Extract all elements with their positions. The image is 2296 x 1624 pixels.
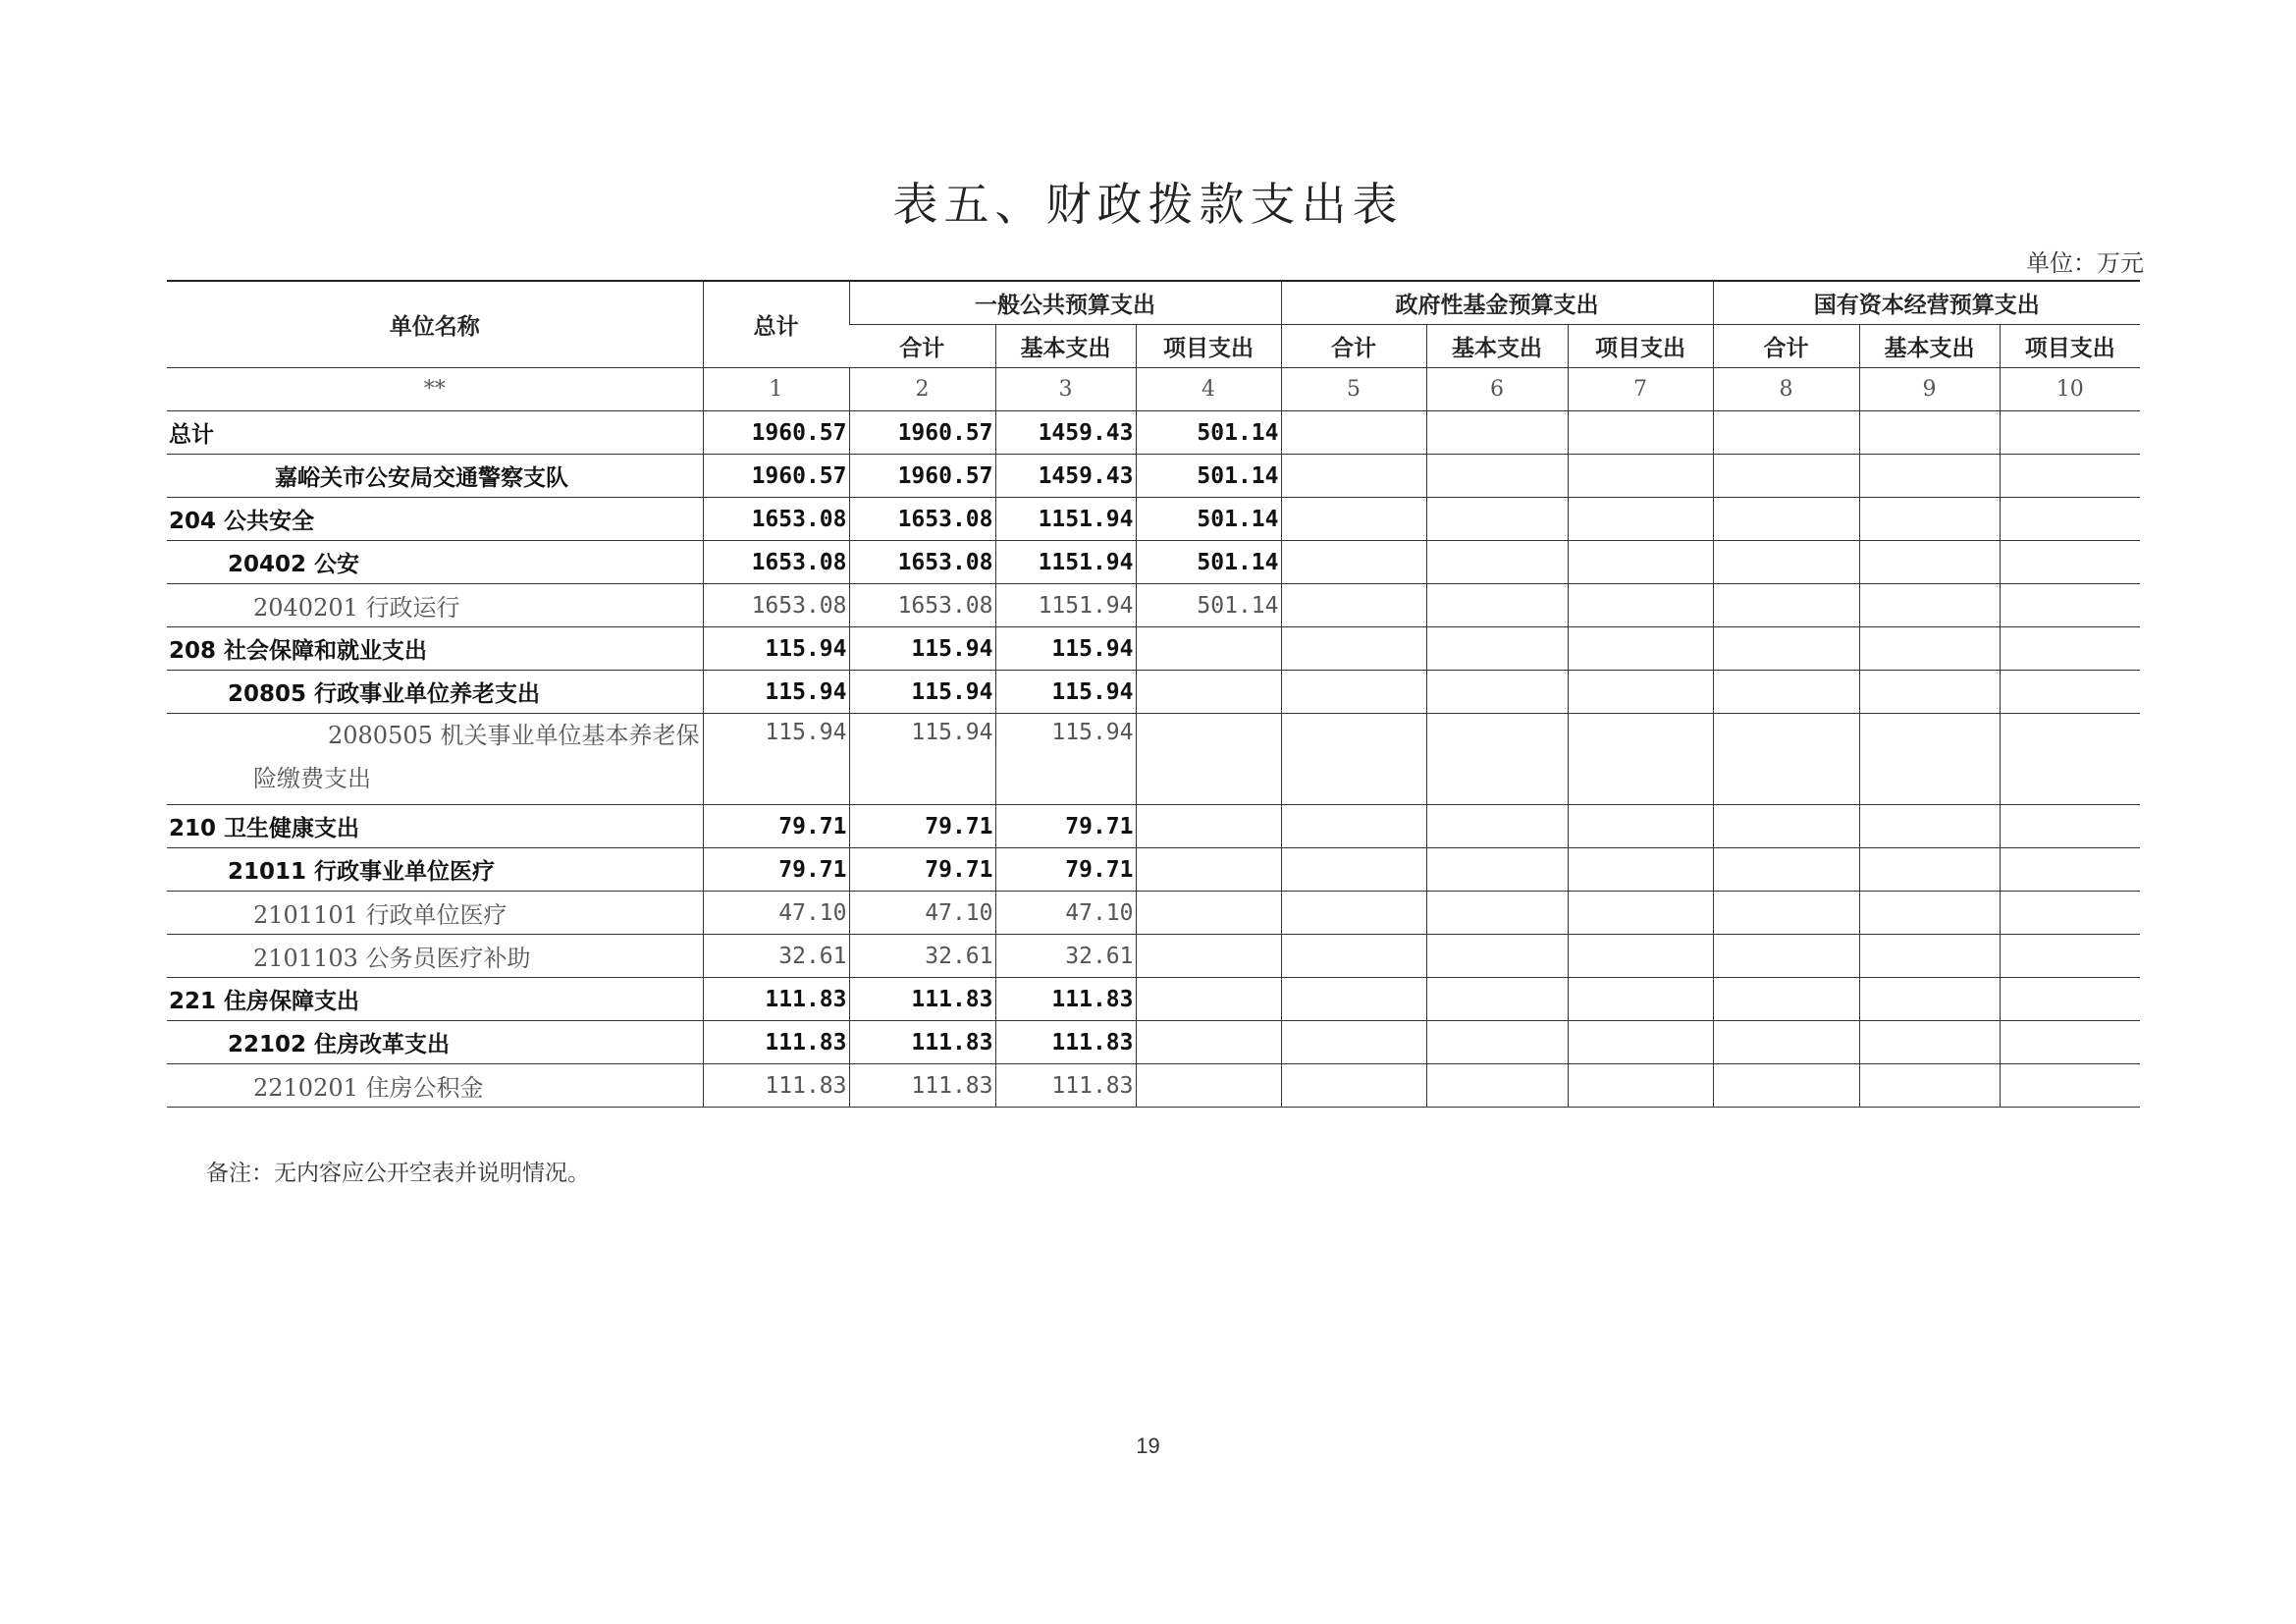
cell-sum: 115.94 [849,627,995,671]
empty-cell [2000,978,2140,1021]
empty-cell [1713,848,1859,892]
empty-cell [1713,805,1859,848]
empty-cell [2000,714,2140,805]
row-name: 2040201 行政运行 [167,584,703,627]
empty-cell [1859,935,2000,978]
empty-cell [1568,714,1713,805]
cell-total: 111.83 [703,1064,849,1108]
row-name: 2101103 公务员医疗补助 [167,935,703,978]
empty-cell [1859,541,2000,584]
empty-cell [1859,671,2000,714]
header-state-capital: 国有资本经营预算支出 [1713,281,2140,325]
cell-total: 1653.08 [703,584,849,627]
empty-cell [1713,671,1859,714]
row-name: 2080505 机关事业单位基本养老保险缴费支出 [167,714,703,805]
row-name: 204 公共安全 [167,498,703,541]
empty-cell [1859,978,2000,1021]
empty-cell [1568,1021,1713,1064]
empty-cell [1426,978,1568,1021]
cell-total: 79.71 [703,805,849,848]
empty-cell [1859,1064,2000,1108]
cell-sum: 79.71 [849,848,995,892]
empty-cell [1426,455,1568,498]
cell-basic: 1151.94 [995,584,1136,627]
cell-basic: 79.71 [995,805,1136,848]
cell-total: 115.94 [703,714,849,805]
empty-cell [1859,411,2000,455]
header-basic: 基本支出 [1426,325,1568,368]
index-row [167,368,2140,411]
empty-cell [1568,1064,1713,1108]
empty-cell [2000,411,2140,455]
empty-cell [1713,892,1859,935]
empty-cell [1426,411,1568,455]
table-row [167,541,2140,584]
cell-total: 79.71 [703,848,849,892]
empty-cell [2000,848,2140,892]
cell-total: 1653.08 [703,498,849,541]
empty-cell [1426,805,1568,848]
cell-sum: 1653.08 [849,498,995,541]
empty-cell [1281,627,1426,671]
row-name: 210 卫生健康支出 [167,805,703,848]
cell-project [1136,935,1281,978]
empty-cell [1426,892,1568,935]
cell-project [1136,627,1281,671]
empty-cell [1426,498,1568,541]
row-name: 2210201 住房公积金 [167,1064,703,1108]
table-row [167,848,2140,892]
empty-cell [1568,935,1713,978]
empty-cell [1713,627,1859,671]
empty-cell [2000,935,2140,978]
header-government-fund: 政府性基金预算支出 [1281,281,1713,325]
empty-cell [1281,411,1426,455]
unit-label: 单位：万元 [2026,249,2144,277]
empty-cell [1281,584,1426,627]
empty-cell [1281,978,1426,1021]
empty-cell [1426,1064,1568,1108]
empty-cell [1281,935,1426,978]
cell-sum: 32.61 [849,935,995,978]
empty-cell [2000,1021,2140,1064]
row-name: 208 社会保障和就业支出 [167,627,703,671]
empty-cell [1281,671,1426,714]
cell-project [1136,978,1281,1021]
empty-cell [1281,541,1426,584]
cell-basic: 47.10 [995,892,1136,935]
empty-cell [1568,498,1713,541]
empty-cell [1859,892,2000,935]
cell-basic: 111.83 [995,978,1136,1021]
empty-cell [1426,627,1568,671]
empty-cell [2000,541,2140,584]
empty-cell [1713,541,1859,584]
header-basic: 基本支出 [1859,325,2000,368]
row-name: 2101101 行政单位医疗 [167,892,703,935]
cell-total: 1960.57 [703,455,849,498]
empty-cell [1713,1064,1859,1108]
cell-total: 115.94 [703,627,849,671]
cell-project [1136,1064,1281,1108]
index-cell: 10 [2000,368,2140,411]
cell-sum: 111.83 [849,1021,995,1064]
row-name: 22102 住房改革支出 [167,1021,703,1064]
cell-sum: 1653.08 [849,584,995,627]
cell-project: 501.14 [1136,455,1281,498]
cell-total: 47.10 [703,892,849,935]
table-row [167,584,2140,627]
cell-sum: 1960.57 [849,455,995,498]
index-cell: 2 [849,368,995,411]
cell-project [1136,1021,1281,1064]
empty-cell [2000,584,2140,627]
row-name: 20402 公安 [167,541,703,584]
empty-cell [1568,411,1713,455]
table-row [167,714,2140,805]
cell-project: 501.14 [1136,584,1281,627]
header-project: 项目支出 [1136,325,1281,368]
index-cell: 6 [1426,368,1568,411]
header-project: 项目支出 [2000,325,2140,368]
cell-total: 111.83 [703,978,849,1021]
empty-cell [1713,714,1859,805]
cell-basic: 115.94 [995,714,1136,805]
empty-cell [1713,978,1859,1021]
header-project: 项目支出 [1568,325,1713,368]
cell-sum: 1960.57 [849,411,995,455]
index-cell: 7 [1568,368,1713,411]
cell-total: 115.94 [703,671,849,714]
cell-basic: 115.94 [995,627,1136,671]
empty-cell [1568,805,1713,848]
empty-cell [1426,1021,1568,1064]
cell-sum: 111.83 [849,1064,995,1108]
empty-cell [1281,848,1426,892]
cell-total: 111.83 [703,1021,849,1064]
index-cell: 3 [995,368,1136,411]
cell-sum: 79.71 [849,805,995,848]
empty-cell [1859,498,2000,541]
header-sum: 合计 [849,325,995,368]
empty-cell [1859,584,2000,627]
cell-basic: 111.83 [995,1064,1136,1108]
cell-project: 501.14 [1136,498,1281,541]
empty-cell [1281,455,1426,498]
row-name: 20805 行政事业单位养老支出 [167,671,703,714]
empty-cell [1859,627,2000,671]
header-basic: 基本支出 [995,325,1136,368]
row-name: 总计 [167,411,703,455]
empty-cell [1859,848,2000,892]
table-row [167,892,2140,935]
cell-total: 32.61 [703,935,849,978]
cell-sum: 47.10 [849,892,995,935]
table-row [167,627,2140,671]
empty-cell [1568,584,1713,627]
empty-cell [1426,848,1568,892]
empty-cell [1859,714,2000,805]
empty-cell [1426,935,1568,978]
empty-cell [1859,1021,2000,1064]
row-name: 21011 行政事业单位医疗 [167,848,703,892]
index-cell: 5 [1281,368,1426,411]
empty-cell [2000,892,2140,935]
header-sum: 合计 [1713,325,1859,368]
empty-cell [1859,805,2000,848]
cell-total: 1960.57 [703,411,849,455]
appropriation-expense-table [167,280,2140,1108]
empty-cell [1281,805,1426,848]
cell-basic: 1151.94 [995,541,1136,584]
header-general-budget: 一般公共预算支出 [849,281,1281,325]
cell-project [1136,671,1281,714]
cell-sum: 111.83 [849,978,995,1021]
cell-project [1136,892,1281,935]
cell-sum: 115.94 [849,714,995,805]
cell-basic: 79.71 [995,848,1136,892]
empty-cell [1281,714,1426,805]
index-cell: 9 [1859,368,2000,411]
cell-sum: 1653.08 [849,541,995,584]
cell-basic: 1459.43 [995,455,1136,498]
empty-cell [1568,541,1713,584]
empty-cell [2000,498,2140,541]
empty-cell [1281,1064,1426,1108]
table-row [167,671,2140,714]
empty-cell [2000,455,2140,498]
cell-project [1136,714,1281,805]
cell-project [1136,848,1281,892]
empty-cell [1568,671,1713,714]
empty-cell [1713,498,1859,541]
empty-cell [2000,805,2140,848]
empty-cell [1713,1021,1859,1064]
cell-basic: 111.83 [995,1021,1136,1064]
table-row [167,1021,2140,1064]
empty-cell [1713,935,1859,978]
header-unit-name: 单位名称 [167,281,703,368]
header-sum: 合计 [1281,325,1426,368]
index-cell: ** [167,368,703,411]
empty-cell [1568,455,1713,498]
index-cell: 8 [1713,368,1859,411]
row-name: 嘉峪关市公安局交通警察支队 [167,455,703,498]
footnote: 备注：无内容应公开空表并说明情况。 [206,1161,590,1186]
cell-basic: 32.61 [995,935,1136,978]
cell-basic: 1459.43 [995,411,1136,455]
table-row [167,935,2140,978]
table-row [167,455,2140,498]
empty-cell [1426,714,1568,805]
index-cell: 4 [1136,368,1281,411]
cell-project [1136,805,1281,848]
cell-basic: 115.94 [995,671,1136,714]
empty-cell [2000,1064,2140,1108]
cell-project: 501.14 [1136,411,1281,455]
table-row [167,1064,2140,1108]
cell-total: 1653.08 [703,541,849,584]
empty-cell [1859,455,2000,498]
empty-cell [2000,627,2140,671]
empty-cell [2000,671,2140,714]
empty-cell [1281,1021,1426,1064]
row-name: 221 住房保障支出 [167,978,703,1021]
header-total: 总计 [703,281,849,368]
empty-cell [1568,892,1713,935]
table-row [167,978,2140,1021]
empty-cell [1713,411,1859,455]
cell-basic: 1151.94 [995,498,1136,541]
empty-cell [1713,455,1859,498]
empty-cell [1426,584,1568,627]
page-title: 表五、财政拨款支出表 [892,178,1404,231]
page-number: 19 [1136,1434,1160,1458]
table-row [167,411,2140,455]
empty-cell [1568,978,1713,1021]
empty-cell [1713,584,1859,627]
cell-sum: 115.94 [849,671,995,714]
empty-cell [1281,892,1426,935]
empty-cell [1426,541,1568,584]
index-cell: 1 [703,368,849,411]
empty-cell [1281,498,1426,541]
table-row [167,498,2140,541]
table-body [167,411,2140,1108]
cell-project: 501.14 [1136,541,1281,584]
empty-cell [1426,671,1568,714]
empty-cell [1568,627,1713,671]
empty-cell [1568,848,1713,892]
table-row [167,805,2140,848]
